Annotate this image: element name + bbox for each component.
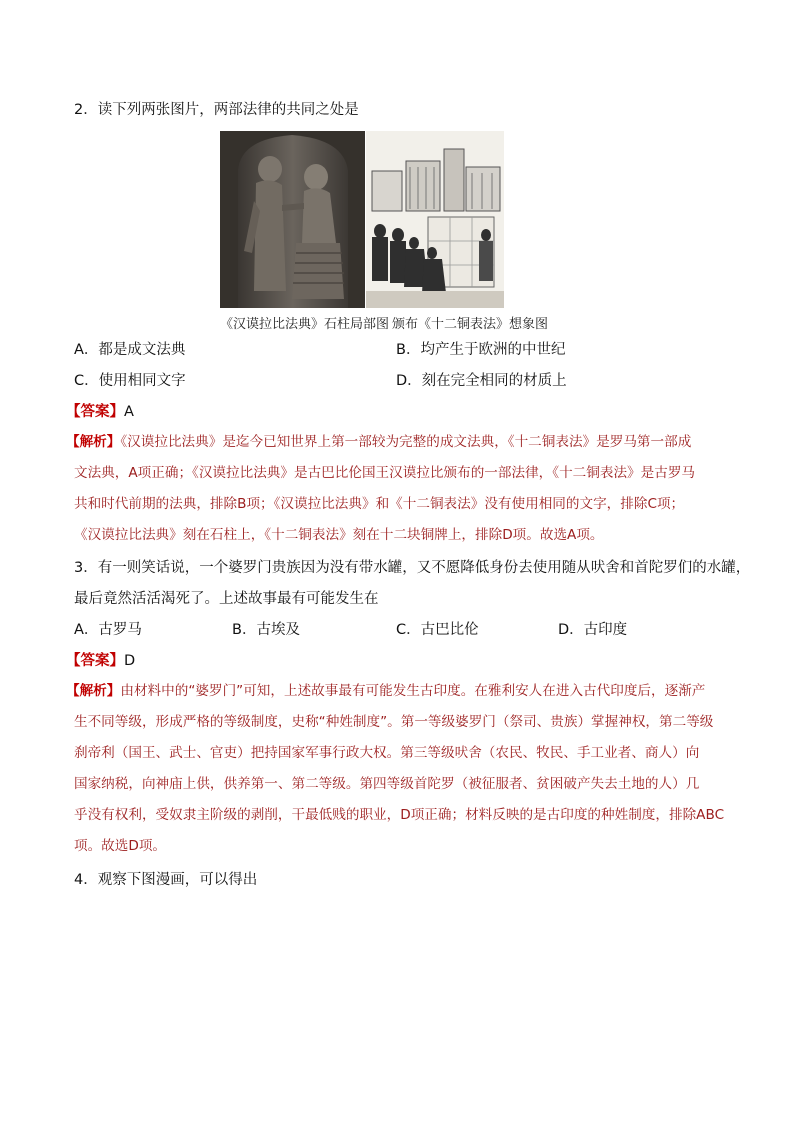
q2-explain-line: 《汉谟拉比法典》是迄今已知世界上第一部较为完整的成文法典，《十二铜表法》是罗马第一部成 bbox=[120, 434, 692, 450]
q3-explanation bbox=[66, 676, 732, 862]
q2-option-d: D．刻在完全相同的材质上 bbox=[396, 373, 567, 389]
q3-explain-line: 刹帝利（国王、武士、官吏）把持国家军事行政大权。第三等级吠舍（农民、牧民、手工业者、商人）向 bbox=[74, 745, 700, 761]
q2-explanation bbox=[66, 427, 732, 551]
q2-stem: 2．读下列两张图片，两部法律的共同之处是 bbox=[74, 102, 359, 118]
q3-answer-value: D bbox=[124, 653, 136, 669]
q3-stem bbox=[74, 558, 750, 609]
q2-option-c: C．使用相同文字 bbox=[74, 373, 186, 389]
q3-explain-line: 国家纳税，向神庙上供，供养第一、第二等级。第四等级首陀罗（被征服者、贫困破产失去土地的人）几 bbox=[74, 776, 700, 792]
q2-answer bbox=[66, 402, 134, 422]
q3-option-c: C．古巴比伦 bbox=[396, 622, 479, 638]
q4-stem: 4．观察下图漫画，可以得出 bbox=[74, 872, 258, 888]
q3-explain-line: 生不同等级，形成严格的等级制度，史称“种姓制度”。第一等级婆罗门（祭司、贵族）掌握神权，第二等级 bbox=[74, 714, 714, 730]
q2-option-a: A．都是成文法典 bbox=[74, 342, 186, 358]
q3-explain-line: 乎没有权利，受奴隶主阶级的剥削，干最低贱的职业，D项正确；材料反映的是古印度的种姓制度，排除ABC bbox=[74, 807, 725, 823]
q2-explain-label: 【解析】 bbox=[66, 434, 121, 450]
q3-answer-label: 【答案】 bbox=[66, 653, 124, 669]
image-caption-left: 《汉谟拉比法典》石柱局部图 bbox=[220, 317, 390, 332]
q3-explain-label: 【解析】 bbox=[66, 683, 121, 699]
q3-answer bbox=[66, 651, 135, 671]
q2-explain-line: 《汉谟拉比法典》刻在石柱上，《十二铜表法》刻在十二块铜牌上，排除D项。故选A项。 bbox=[74, 527, 604, 543]
q3-stem-line: 最后竟然活活渴死了。上述故事最有可能发生在 bbox=[74, 591, 379, 607]
q3-option-a: A．古罗马 bbox=[74, 622, 142, 638]
q2-answer-value: A bbox=[124, 404, 134, 420]
q2-option-b: B．均产生于欧洲的中世纪 bbox=[396, 342, 566, 358]
twelve-tables-image bbox=[366, 131, 504, 308]
q3-explain-line: 项。故选D项。 bbox=[74, 838, 167, 854]
q2-answer-label: 【答案】 bbox=[66, 404, 124, 420]
q2-explain-line: 共和时代前期的法典，排除B项；《汉谟拉比法典》和《十二铜表法》没有使用相同的文字，排除C项； bbox=[74, 496, 685, 512]
q3-option-b: B．古埃及 bbox=[232, 622, 300, 638]
q3-option-d: D．古印度 bbox=[558, 622, 628, 638]
q3-explain-line: 由材料中的“婆罗门”可知，上述故事最有可能发生古印度。在雅利安人在进入古代印度后，逐渐产 bbox=[120, 683, 706, 699]
image-caption-right: 颁布《十二铜表法》想象图 bbox=[392, 317, 549, 332]
q3-stem-line: 3．有一则笑话说，一个婆罗门贵族因为没有带水罐，又不愿降低身份去使用随从吠舍和首陀罗们的水罐， bbox=[74, 560, 751, 576]
hammurabi-stele-image bbox=[220, 131, 365, 308]
q2-explain-line: 文法典，A项正确；《汉谟拉比法典》是古巴比伦国王汉谟拉比颁布的一部法律，《十二铜表法》是古罗马 bbox=[74, 465, 696, 481]
